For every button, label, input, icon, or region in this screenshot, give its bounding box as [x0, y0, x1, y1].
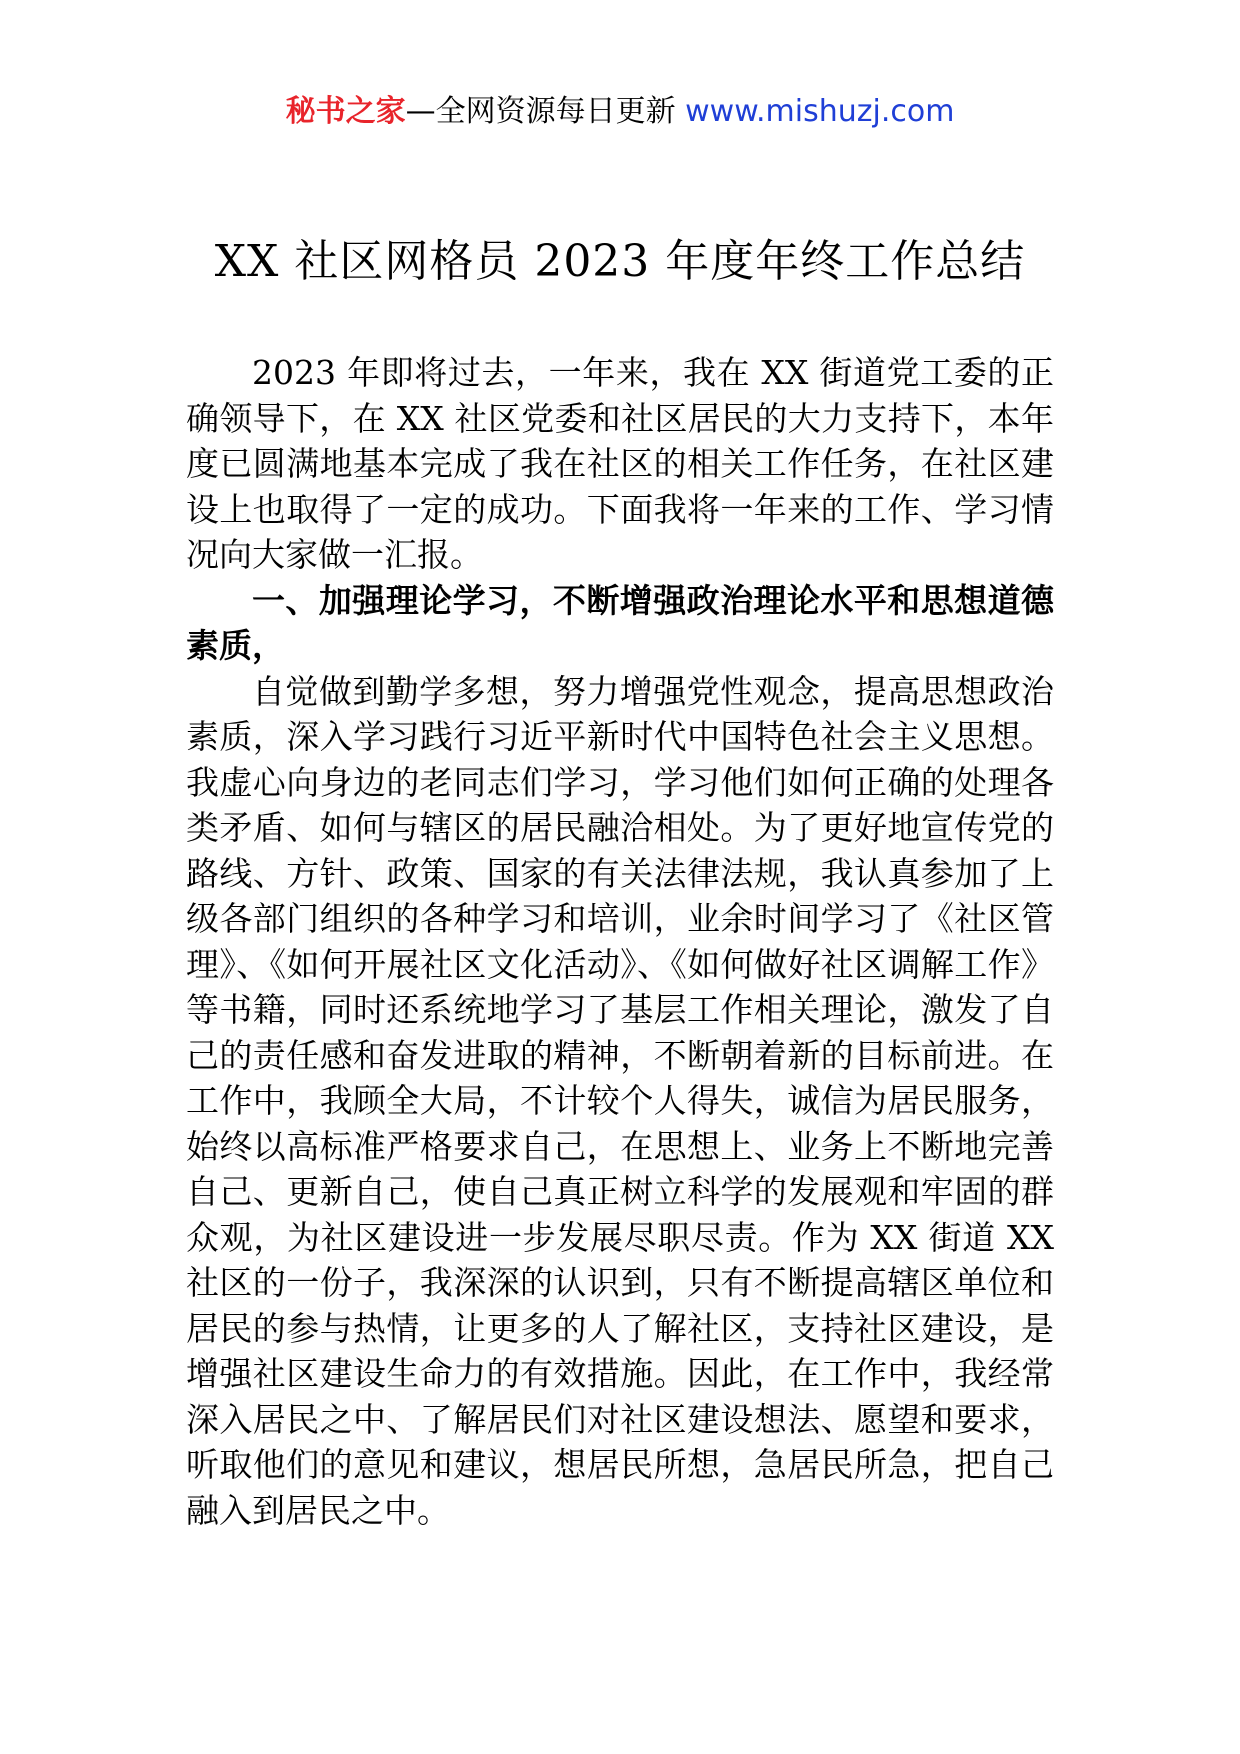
header-separator: —: [405, 94, 436, 129]
header-slogan: 全网资源每日更新: [435, 94, 686, 129]
section-heading: 一、加强理论学习，不断增强政治理论水平和思想道德素质，: [186, 580, 1054, 665]
site-header: [0, 92, 1240, 132]
body-paragraph: 自觉做到勤学多想，努力增强党性观念，提高思想政治素质，深入学习践行习近平新时代中国特色社会主义思想。我虚心向身边的老同志们学习，学习他们如何正确的处理各类矛盾、如何与辖区的居民融洽相处。为了更好地宣传党的路线、方针、政策、国家的有关法律法规，我认真参加了上级各部门组织的各种学习和培训，业余时间学习了《社区管理》、《如何开展社区文化活动》、《如何做好社区调解工作》等书籍，同时还系统地学习了基层工作相关理论，激发了自己的责任感和奋发进取的精神，不断朝着新的目标前进。在工作中，我顾全大局，不计较个人得失，诚信为居民服务，始终以高标准严格要求自己，在思想上、业务上不断地完善自己、更新自己，使自己真正树立科学的发展观和牢固的群众观，为社区建设进一步发展尽职尽责。作为 XX 街道 XX 社区的一份子，我深深的认识到，只有不断提高辖区单位和居民的参与热情，让更多的人了解社区，支持社区建设，是增强社区建设生命力的有效措施。因此，在工作中，我经常深入居民之中、了解居民们对社区建设想法、愿望和要求，听取他们的意见和建议，想居民所想，急居民所急，把自己融入到居民之中。: [186, 671, 1054, 1530]
document-body: [186, 350, 1054, 1533]
brand-name: 秘书之家: [285, 94, 406, 129]
site-url-link[interactable]: www.mishuzj.com: [685, 94, 955, 129]
intro-paragraph: 2023 年即将过去，一年来，我在 XX 街道党工委的正确领导下，在 XX 社区党委和社区居民的大力支持下，本年度已圆满地基本完成了我在社区的相关工作任务，在社区建设上也取得了一定的成功。下面我将一年来的工作、学习情况向大家做一汇报。: [186, 353, 1054, 574]
document-title: XX 社区网格员 2023 年度年终工作总结: [214, 236, 1026, 287]
